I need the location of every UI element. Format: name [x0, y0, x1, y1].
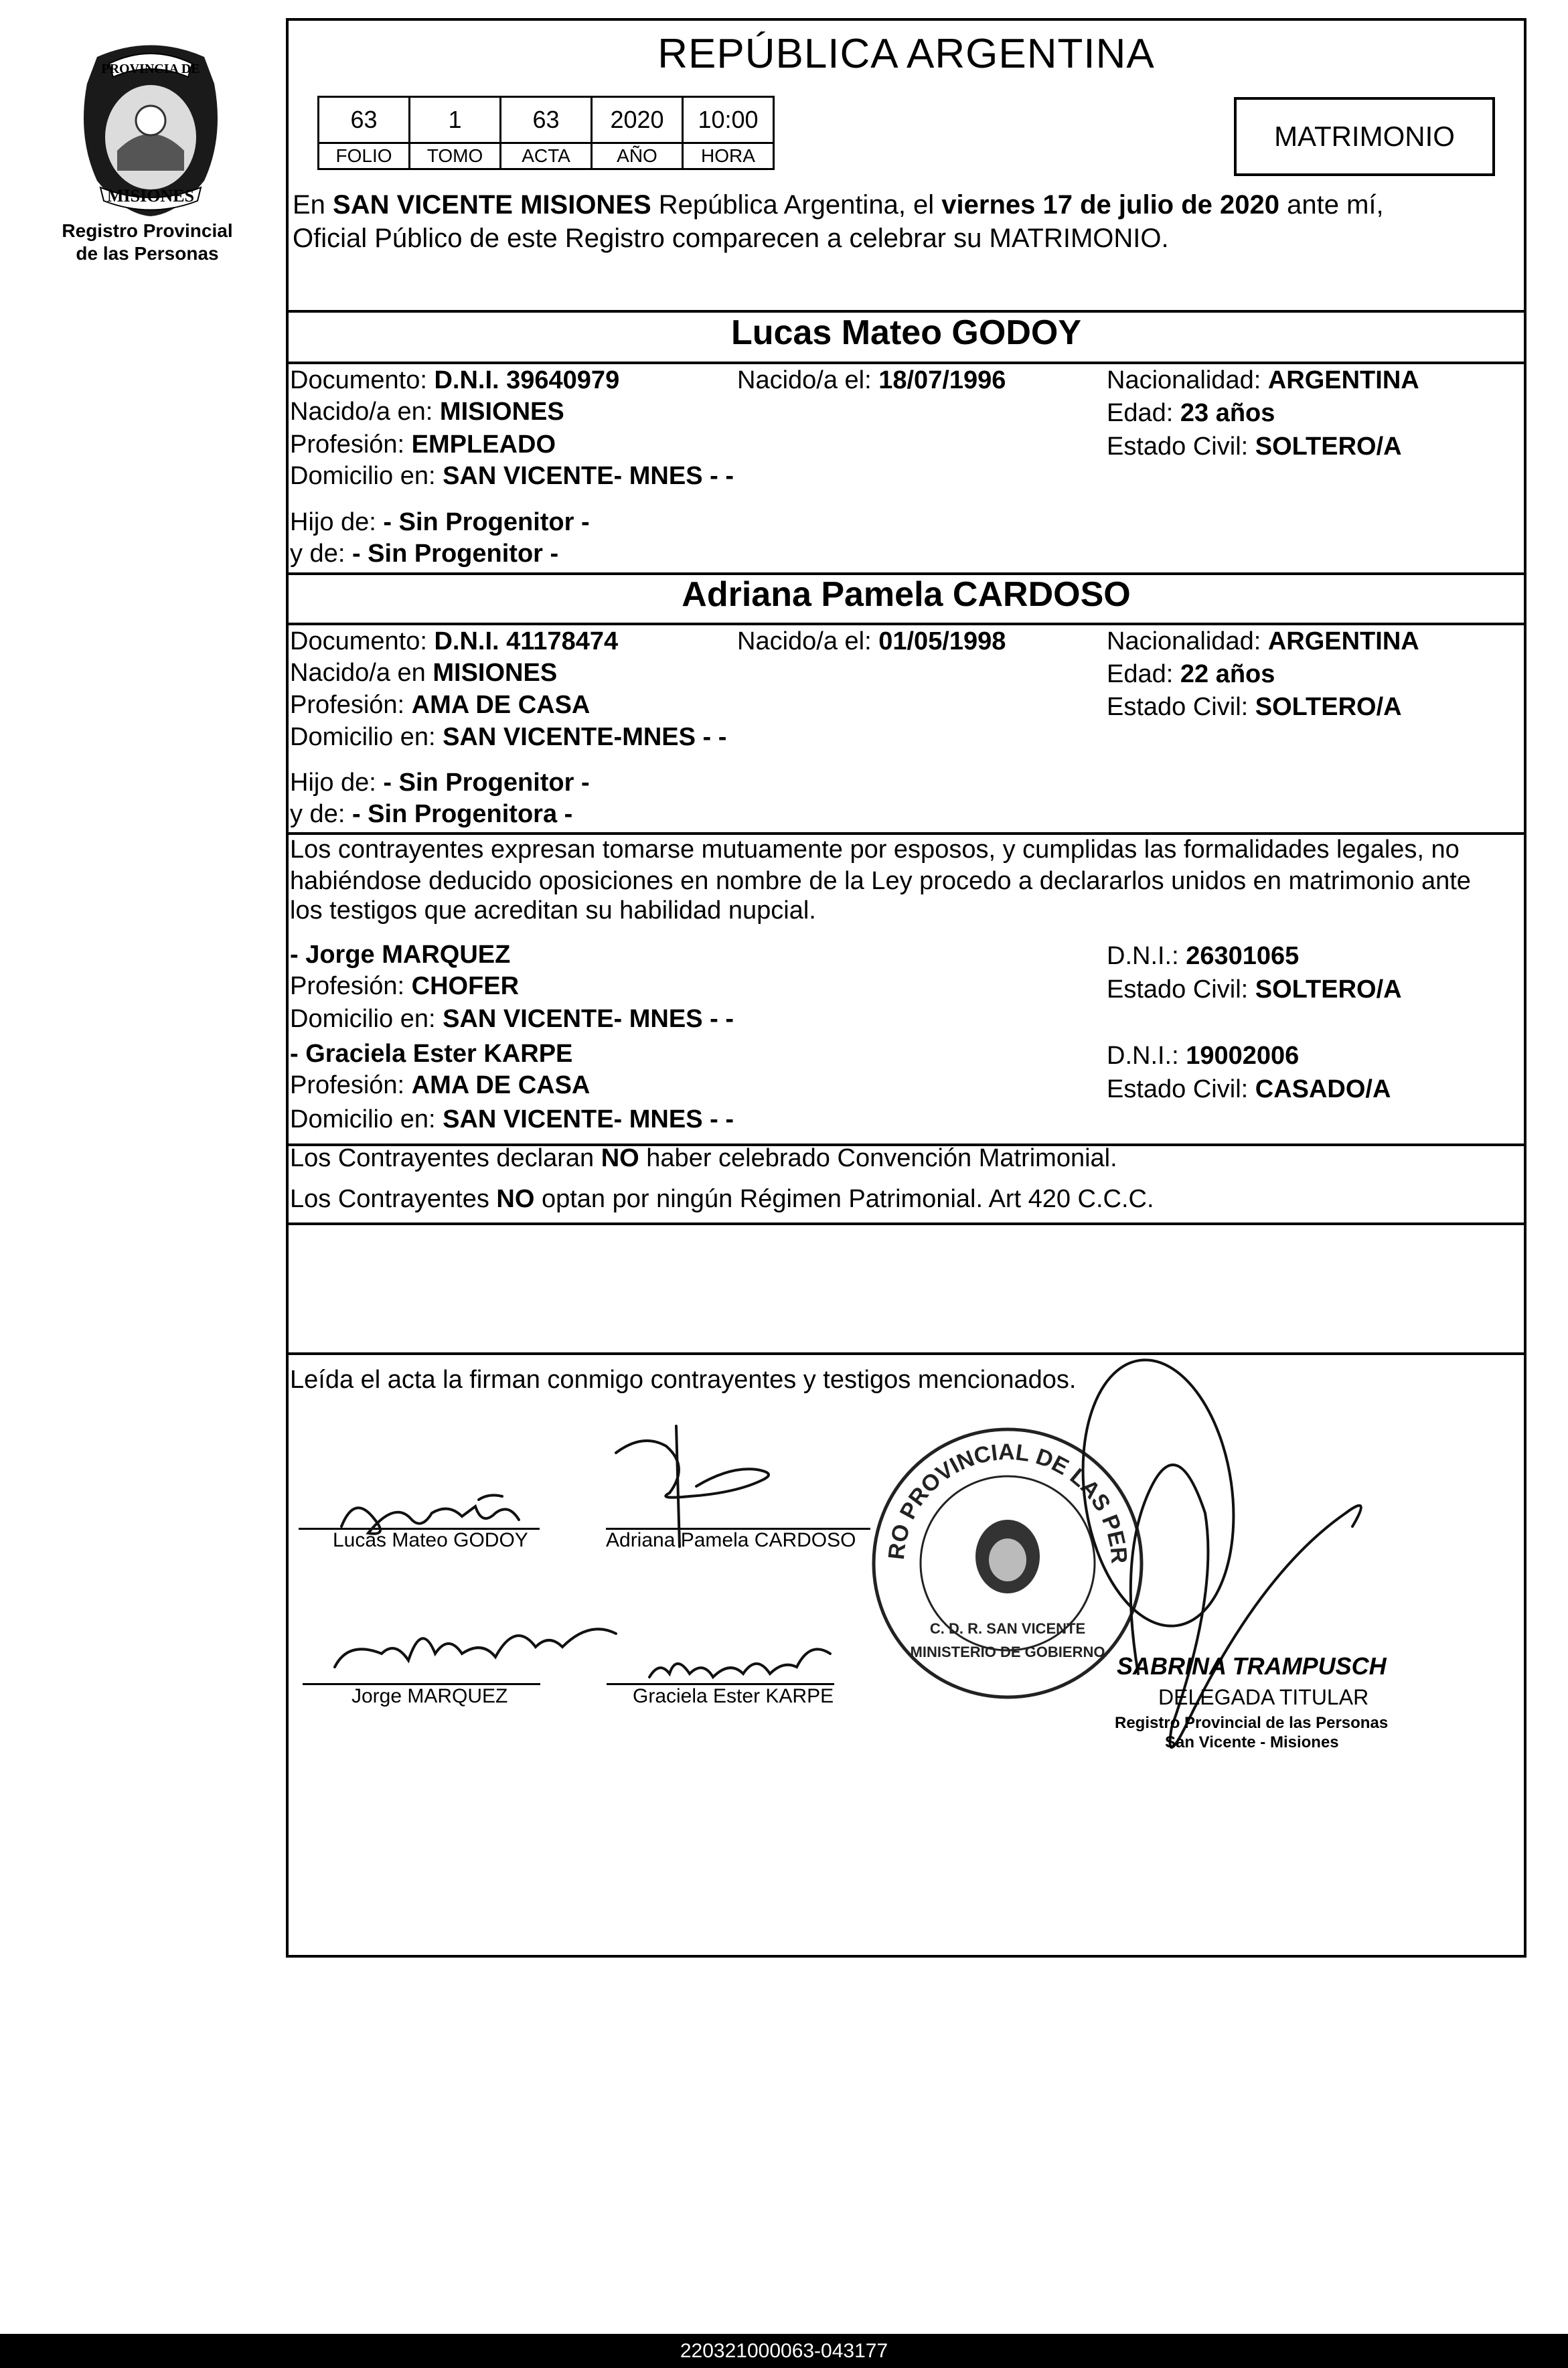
- spouse2-name: Adriana Pamela CARDOSO: [682, 575, 1131, 614]
- document-code-bar: 220321000063-043177: [0, 2334, 1568, 2368]
- signature-name-spouse1: Lucas Mateo GODOY: [333, 1529, 528, 1551]
- seal-ring-text: RO PROVINCIAL DE LAS PER: [883, 1439, 1132, 1565]
- spouse1-birth-date: Nacido/a el: 18/07/1996: [737, 366, 1006, 394]
- official-name: SABRINA TRAMPUSCH: [1117, 1652, 1387, 1680]
- witness2-profession: Profesión: AMA DE CASA: [290, 1071, 591, 1099]
- rule: [286, 1222, 1526, 1225]
- convention-statement: Los Contrayentes declaran NO haber celebrado Convención Matrimonial.: [290, 1144, 1117, 1172]
- ano-value: 2020: [592, 97, 683, 143]
- spouse2-parent1: Hijo de: - Sin Progenitor -: [290, 769, 590, 797]
- spouse1-civil-status: Estado Civil: SOLTERO/A: [1107, 432, 1402, 461]
- svg-text:PROVINCIA DE: PROVINCIA DE: [101, 62, 200, 76]
- rule: [286, 362, 1526, 364]
- acta-label: ACTA: [501, 143, 592, 169]
- declaration-line2: habiéndose deducido oposiciones en nombre de la Ley procedo a declararlos unidos en matrimonio ante: [290, 867, 1471, 895]
- reference-table: [317, 96, 775, 170]
- province-emblem: [70, 37, 231, 218]
- spouse2-address: Domicilio en: SAN VICENTE-MNES - -: [290, 723, 727, 751]
- folio-label: FOLIO: [319, 143, 410, 169]
- witness2-address: Domicilio en: SAN VICENTE- MNES - -: [290, 1105, 734, 1133]
- signature-name-witness2: Graciela Ester KARPE: [633, 1685, 834, 1707]
- country-title: REPÚBLICA ARGENTINA: [657, 31, 1155, 77]
- spouse2-document: Documento: D.N.I. 41178474: [290, 627, 619, 655]
- spouse2-parent2: y de: - Sin Progenitora -: [290, 800, 573, 828]
- spouse1-parent2: y de: - Sin Progenitor -: [290, 540, 559, 568]
- emblem-caption-line2: de las Personas: [76, 243, 219, 264]
- witness1-address: Domicilio en: SAN VICENTE- MNES - -: [290, 1005, 734, 1033]
- intro-line2: Oficial Público de este Registro comparecen a celebrar su MATRIMONIO.: [293, 224, 1169, 253]
- tomo-value: 1: [410, 97, 501, 143]
- signature-name-witness1: Jorge MARQUEZ: [351, 1685, 508, 1707]
- intro-line1: En SAN VICENTE MISIONES República Argentina, el viernes 17 de julio de 2020 ante mí,: [293, 190, 1384, 220]
- witness2-dni: D.N.I.: 19002006: [1107, 1042, 1300, 1070]
- official-office: Registro Provincial de las Personas: [1115, 1714, 1389, 1732]
- witness1-name: - Jorge MARQUEZ: [290, 941, 511, 969]
- acta-value: 63: [501, 97, 592, 143]
- spouse1-profession: Profesión: EMPLEADO: [290, 430, 556, 459]
- closing-statement: Leída el acta la firman conmigo contrayentes y testigos mencionados.: [290, 1366, 1077, 1394]
- spouse2-birth-date: Nacido/a el: 01/05/1998: [737, 627, 1006, 655]
- spouse1-address: Domicilio en: SAN VICENTE- MNES - -: [290, 462, 734, 490]
- rule: [286, 623, 1526, 625]
- spouse1-nationality: Nacionalidad: ARGENTINA: [1107, 366, 1419, 394]
- declaration-line3: los testigos que acreditan su habilidad nupcial.: [290, 896, 816, 925]
- official-location: San Vicente - Misiones: [1165, 1733, 1339, 1751]
- seal-inner-line1: C. D. R. SAN VICENTE: [929, 1620, 1086, 1637]
- ano-label: AÑO: [592, 143, 683, 169]
- witness1-dni: D.N.I.: 26301065: [1107, 942, 1300, 970]
- spouse2-birthplace: Nacido/a en MISIONES: [290, 659, 558, 687]
- spouse2-profession: Profesión: AMA DE CASA: [290, 691, 591, 719]
- emblem-caption: [40, 220, 254, 265]
- signature-name-spouse2: Adriana Pamela CARDOSO: [606, 1529, 856, 1551]
- hora-label: HORA: [683, 143, 774, 169]
- witness2-civil-status: Estado Civil: CASADO/A: [1107, 1075, 1391, 1103]
- folio-value: 63: [319, 97, 410, 143]
- spouse1-name: Lucas Mateo GODOY: [731, 313, 1081, 352]
- witness1-profession: Profesión: CHOFER: [290, 972, 520, 1000]
- spouse1-age: Edad: 23 años: [1107, 399, 1275, 427]
- witness2-name: - Graciela Ester KARPE: [290, 1040, 573, 1068]
- patrimonial-regime-statement: Los Contrayentes NO optan por ningún Régimen Patrimonial. Art 420 C.C.C.: [290, 1185, 1154, 1213]
- svg-text:MISIONES: MISIONES: [106, 186, 195, 206]
- emblem-caption-line1: Registro Provincial: [62, 220, 233, 241]
- witness1-civil-status: Estado Civil: SOLTERO/A: [1107, 975, 1402, 1004]
- tomo-label: TOMO: [410, 143, 501, 169]
- seal-inner-line2: MINISTERIO DE GOBIERNO: [910, 1644, 1105, 1660]
- official-role: DELEGADA TITULAR: [1158, 1685, 1369, 1709]
- act-type-box: MATRIMONIO: [1234, 97, 1495, 176]
- declaration-line1: Los contrayentes expresan tomarse mutuamente por esposos, y cumplidas las formalidades legales, no: [290, 836, 1460, 864]
- spouse2-age: Edad: 22 años: [1107, 660, 1275, 688]
- spouse1-parent1: Hijo de: - Sin Progenitor -: [290, 508, 590, 536]
- hora-value: 10:00: [683, 97, 774, 143]
- spouse1-document: Documento: D.N.I. 39640979: [290, 366, 620, 394]
- spouse1-birthplace: Nacido/a en: MISIONES: [290, 398, 564, 426]
- spouse2-civil-status: Estado Civil: SOLTERO/A: [1107, 693, 1402, 721]
- spouse2-nationality: Nacionalidad: ARGENTINA: [1107, 627, 1419, 655]
